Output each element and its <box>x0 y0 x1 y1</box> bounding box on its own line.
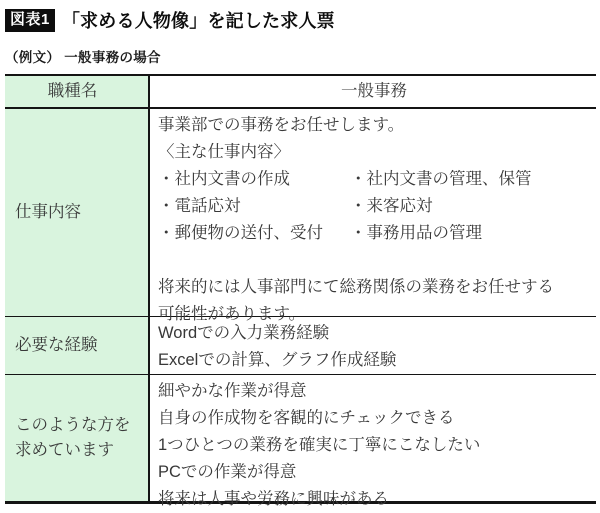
job-duties-right-column <box>350 166 590 247</box>
duty-item: ・社内文書の管理、保管 <box>350 170 532 188</box>
blank-line <box>158 247 590 274</box>
header-value-general-office: 一般事務 <box>341 82 407 100</box>
header-label-job-category: 職種名 <box>47 82 98 100</box>
content-cell-required-experience <box>150 317 596 374</box>
table-header-row <box>5 76 596 109</box>
label-cell-ideal-candidate <box>5 375 150 501</box>
figure-title-row <box>5 7 596 33</box>
candidate-trait: 将来は人事や労務に興味がある <box>158 490 389 508</box>
job-description-outro-line1: 将来的には人事部門にて総務関係の業務をお任せする <box>158 278 554 296</box>
candidate-trait: 細やかな作業が得意 <box>158 382 307 400</box>
label-cell-job-description <box>5 109 150 316</box>
table-row-job-description <box>5 109 596 323</box>
experience-item: Wordでの入力業務経験 <box>158 324 330 342</box>
duty-item: ・電話応対 <box>158 197 241 215</box>
duty-item: ・郵便物の送付、受付 <box>158 224 323 242</box>
label-cell-required-experience <box>5 317 150 374</box>
row-label-job-description: 仕事内容 <box>15 203 81 221</box>
header-cell-job-category <box>5 76 150 107</box>
job-description-outro-line2: 可能性があります。 <box>158 305 306 323</box>
candidate-trait: PCでの作業が得意 <box>158 463 297 481</box>
figure-title: 「求める人物像」を記した求人票 <box>61 11 335 31</box>
content-cell-job-description <box>150 109 596 323</box>
duty-item: ・事務用品の管理 <box>350 224 482 242</box>
duty-item: ・来客応対 <box>350 197 433 215</box>
job-posting-table <box>5 74 596 508</box>
figure-subtitle: （例文） 一般事務の場合 <box>5 50 161 65</box>
job-description-intro: 事業部での事務をお任せします。 <box>158 116 405 134</box>
experience-item: Excelでの計算、グラフ作成経験 <box>158 351 397 369</box>
row-label-required-experience: 必要な経験 <box>15 336 98 354</box>
job-duties-left-column <box>158 166 350 247</box>
duty-item: ・社内文書の作成 <box>158 170 290 188</box>
table-row-ideal-candidate <box>5 375 596 508</box>
content-cell-ideal-candidate <box>150 375 596 508</box>
row-label-ideal-candidate: このような方を求めています <box>15 416 131 459</box>
table-row-required-experience <box>5 317 596 375</box>
figure-number-badge: 図表1 <box>5 9 55 32</box>
candidate-trait: 1つひとつの業務を確実に丁寧にこなしたい <box>158 436 481 454</box>
job-description-section-title: 〈主な仕事内容〉 <box>158 143 290 161</box>
header-cell-job-value <box>150 76 596 107</box>
job-duties-columns <box>158 166 590 247</box>
candidate-trait: 自身の作成物を客観的にチェックできる <box>158 409 455 427</box>
